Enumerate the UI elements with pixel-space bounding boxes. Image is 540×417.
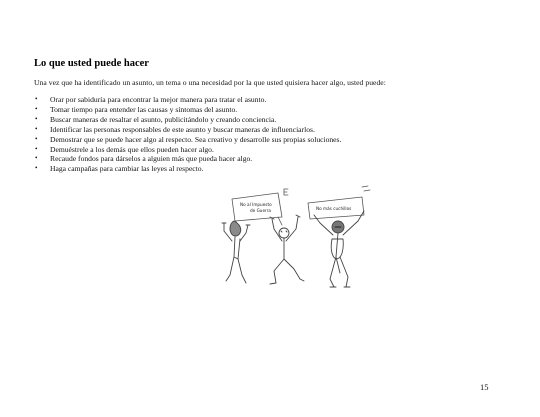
- bullet-icon: •: [35, 104, 38, 113]
- intro-paragraph: Una vez que ha identificado un asunto, un tema o una necesidad por la que usted quisiera hacer algo, usted puede:: [34, 78, 386, 87]
- protesters-illustration: [212, 183, 398, 293]
- bullet-icon: •: [35, 154, 38, 163]
- list-item: • Identificar las personas responsables de este asunto y buscar maneras de influenciarlos.: [35, 124, 315, 134]
- list-item: • Orar por sabiduría para encontrar la mejor manera para tratar el asunto.: [35, 95, 267, 104]
- left-sign-text-1: No al Impuesto: [240, 202, 272, 207]
- left-sign: [232, 193, 282, 221]
- protester-middle: [270, 215, 304, 284]
- bullet-icon: •: [35, 114, 38, 123]
- list-item: • Recaude fondos para dárselos a alguien más que pueda hacer algo.: [35, 154, 253, 164]
- section-heading: Lo que usted puede hacer: [34, 58, 149, 69]
- bullet-icon: •: [35, 164, 38, 173]
- list-item: • Tomar tiempo para entender las causas y síntomas del asunto.: [35, 104, 238, 114]
- protester-right: [314, 211, 364, 287]
- list-item: • Demuéstrele a los demás que ellos pueden hacer algo.: [35, 144, 214, 154]
- list-item: • Demostrar que se puede hacer algo al respecto. Sea creativo y desarrolle sus propias soluciones.: [35, 134, 342, 144]
- bullet-icon: •: [35, 124, 38, 133]
- bullet-icon: •: [35, 134, 38, 143]
- action-list: [34, 95, 341, 174]
- protest-sketch: [212, 183, 398, 293]
- right-sign-text: No más cuchillos: [316, 206, 352, 211]
- protester-left: [222, 221, 250, 283]
- list-item: • Haga campañas para cambiar las leyes al respecto.: [35, 164, 204, 174]
- page-number: 15: [480, 382, 489, 392]
- left-sign-text-2: de Guerra: [250, 208, 271, 213]
- list-item: • Buscar maneras de resaltar el asunto, publicitándolo y creando conciencia.: [35, 114, 277, 124]
- bullet-icon: •: [35, 144, 38, 153]
- bullet-icon: •: [35, 95, 38, 103]
